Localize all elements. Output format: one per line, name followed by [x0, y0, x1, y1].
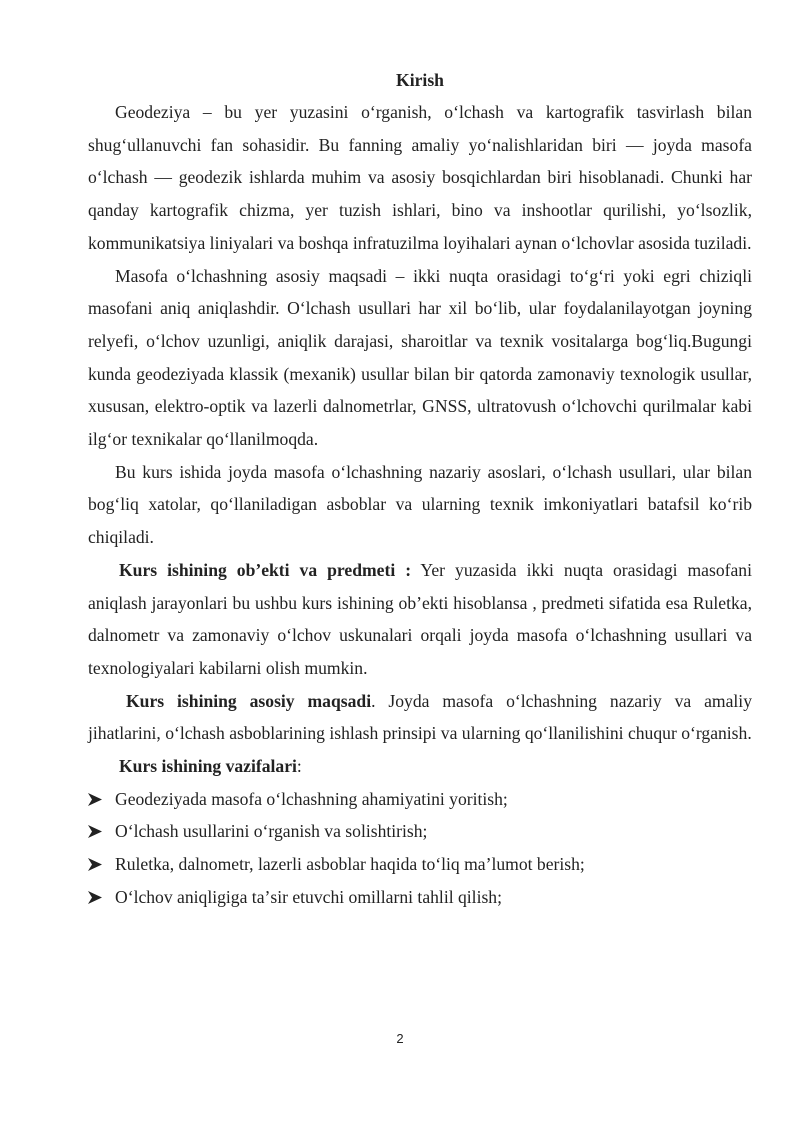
- object-subject-text: Yer yuzasida ikki nuqta orasidagi masofani aniqlash jarayonlari bu ushbu kurs ishining ob’ekti hisoblansa , predmeti sifatida esa Ruletka, dalnometr va zamonaviy oʻlchov uskunalari orqali joyda masofa oʻlchashning usullari va texnologiyalari kabilarni olish mumkin.: [88, 559, 752, 678]
- list-item: [88, 848, 752, 881]
- list-item-text: Geodeziyada masofa oʻlchashning ahamiyatini yoritish;: [115, 788, 508, 809]
- list-item: [88, 783, 752, 816]
- tasks-heading: Kurs ishining vazifalari: [119, 756, 297, 777]
- list-item-text: Oʻlchov aniqligiga taʼsir etuvchi omillarni tahlil qilish;: [115, 886, 502, 907]
- list-item-text: Ruletka, dalnometr, lazerli asboblar haqida toʻliq maʼlumot berish;: [115, 854, 585, 875]
- tasks-list: [88, 783, 752, 914]
- object-subject-paragraph: [88, 554, 752, 685]
- arrow-bullet-icon: [88, 891, 102, 904]
- page-number: 2: [396, 1031, 404, 1046]
- intro-paragraph-3: Bu kurs ishida joyda masofa oʻlchashning nazariy asoslari, oʻlchash usullari, ular bilan bogʻliq xatolar, qoʻllaniladigan asboblar va ularning texnik imkoniyatlari batafsil koʻrib chiqiladi.: [88, 461, 752, 548]
- arrow-bullet-icon: [88, 858, 102, 871]
- document-page: [88, 64, 752, 914]
- list-item: [88, 815, 752, 848]
- section-title: Kirish: [396, 70, 444, 90]
- main-goal-paragraph: [88, 685, 752, 750]
- tasks-heading-paragraph: [88, 750, 752, 783]
- tasks-heading-colon: :: [296, 756, 302, 777]
- list-item-text: Oʻlchash usullarini oʻrganish va solishtirish;: [115, 821, 428, 842]
- intro-paragraph-2: Masofa oʻlchashning asosiy maqsadi – ikki nuqta orasidagi toʻgʻri yoki egri chiziqli masofani aniq aniqlashdir. Oʻlchash usullari har xil boʻlib, ular foydalanilayotgan joyning relyefi, oʻlchov uzunligi, aniqlik darajasi, sharoitlar va texnik vositalarga bogʻliq.Bugungi kunda geodeziyada klassik (mexanik) usullar bilan bir qatorda zamonaviy texnologik usullar, xususan, elektro-optik va lazerli dalnometrlar, GNSS, ultratovush oʻlchovchi qurilmalar kabi ilgʻor texnikalar qoʻllanilmoqda.: [88, 265, 752, 450]
- intro-paragraph-1: Geodeziya – bu yer yuzasini oʻrganish, oʻlchash va kartografik tasvirlash bilan shugʻullanuvchi fan sohasidir. Bu fanning amaliy yoʻnalishlaridan biri — joyda masofa oʻlchash — geodezik ishlarda muhim va asosiy bosqichlardan biri hisoblanadi. Chunki har qanday kartografik chizma, yer tuzish ishlari, bino va inshootlar qurilishi, yoʻlsozlik, kommunikatsiya liniyalari va boshqa infratuzilma loyihalari aynan oʻlchovlar asosida tuziladi.: [88, 102, 752, 253]
- list-item: [88, 881, 752, 914]
- main-goal-text: . Joyda masofa oʻlchashning nazariy va amaliy jihatlarini, oʻlchash asboblarining ishlash prinsipi va ularning qoʻllanilishini chuqur oʻrganish.: [88, 690, 752, 744]
- arrow-bullet-icon: [88, 825, 102, 838]
- object-subject-heading: Kurs ishining ob’ekti va predmeti :: [119, 559, 412, 580]
- arrow-bullet-icon: [88, 793, 102, 806]
- main-goal-heading: Kurs ishining asosiy maqsadi: [126, 690, 372, 711]
